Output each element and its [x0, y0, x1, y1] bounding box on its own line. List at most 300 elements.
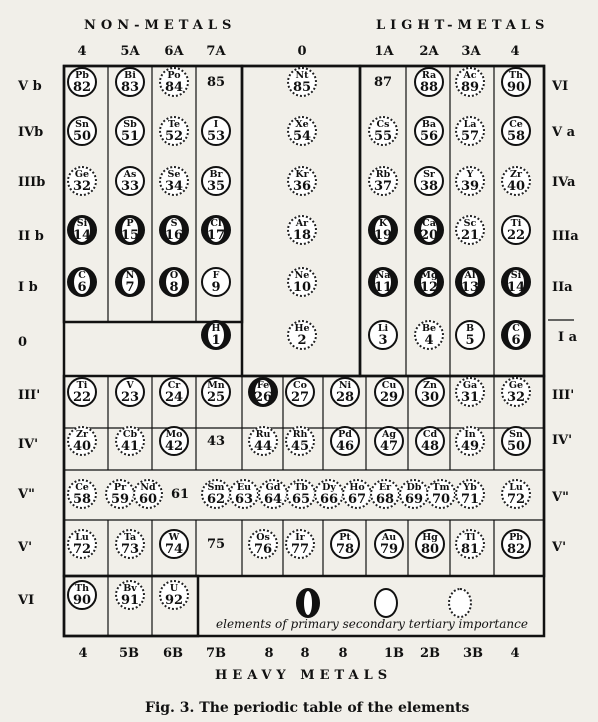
element-symbol: W [168, 531, 180, 543]
right-row-label: IIa [552, 280, 573, 295]
element-cell [501, 267, 531, 297]
top-col-label: 4 [77, 44, 87, 59]
element-cell [455, 215, 485, 245]
top-col-label: 0 [297, 44, 307, 59]
element-symbol: Hg [422, 531, 438, 543]
element-symbol: Eu [236, 481, 252, 493]
element-symbol: Db [406, 481, 422, 493]
element-cell [201, 377, 231, 407]
element-cell [285, 426, 315, 456]
right-row-label: IIIa [552, 229, 579, 244]
element-cell [67, 377, 97, 407]
bottom-col-label: 1B [383, 646, 405, 661]
element-symbol: Te [167, 118, 181, 130]
right-row-label: V' [552, 540, 567, 555]
element-cell [501, 116, 531, 146]
element-cell [501, 377, 531, 407]
element-cell [159, 215, 189, 245]
element-symbol: Sm [207, 481, 225, 493]
element-cell [248, 426, 278, 456]
element-symbol: Be [421, 322, 437, 334]
element-number: 36 [292, 178, 312, 194]
element-cell [67, 166, 97, 196]
element-symbol: C [78, 269, 86, 281]
element-symbol: Pd [338, 428, 352, 440]
element-number: 33 [120, 178, 140, 194]
element-number: 79 [379, 541, 399, 557]
left-row-label: IVb [18, 125, 44, 140]
element-symbol: Li [377, 322, 389, 334]
element-number: 49 [460, 438, 480, 454]
element-symbol: V [126, 379, 134, 391]
left-row-label: V' [18, 540, 33, 555]
element-cell [330, 529, 360, 559]
figure-caption: Fig. 3. The periodic table of the elements [145, 700, 470, 716]
element-cell [501, 215, 531, 245]
element-cell [287, 320, 317, 350]
element-number: 14 [72, 227, 92, 243]
element-symbol: La [463, 118, 477, 130]
element-number: 14 [506, 279, 526, 295]
element-symbol: Sn [75, 118, 89, 130]
element-symbol: Tb [294, 481, 308, 493]
element-cell [159, 580, 189, 610]
element-number: 22 [72, 389, 92, 405]
bottom-col-label: 5B [118, 646, 140, 661]
element-symbol: Tl [464, 531, 476, 543]
element-number: 32 [72, 178, 92, 194]
element-number: 31 [460, 389, 480, 405]
top-col-label: 7A [206, 44, 226, 59]
bottom-col-label: 6B [162, 646, 184, 661]
element-cell [501, 166, 531, 196]
element-cell [133, 479, 163, 509]
element-number: 58 [506, 128, 526, 144]
element-cell [368, 116, 398, 146]
element-symbol: Ge [508, 379, 524, 391]
element-cell [201, 267, 231, 297]
element-symbol: Sn [509, 428, 523, 440]
element-number: 56 [419, 128, 439, 144]
element-cell [368, 267, 398, 297]
element-symbol: Nt [295, 69, 309, 81]
element-cell [67, 215, 97, 245]
element-number: 8 [169, 279, 179, 295]
element-symbol: Ce [509, 118, 523, 130]
element-number: 20 [419, 227, 439, 243]
element-symbol: Ag [381, 428, 396, 440]
element-number: 10 [292, 279, 312, 295]
element-symbol: I [213, 118, 219, 130]
element-symbol: Mg [420, 269, 438, 281]
element-symbol: Ir [295, 531, 305, 543]
element-symbol: S [170, 217, 178, 229]
element-symbol: Br [209, 168, 223, 180]
element-symbol: Ac [463, 69, 477, 81]
element-number: 6 [511, 332, 521, 348]
element-cell [399, 479, 429, 509]
top-col-label: 3A [461, 44, 481, 59]
element-number: 2 [297, 332, 307, 348]
top-col-label: 5A [120, 44, 140, 59]
element-symbol: Xe [295, 118, 309, 130]
element-number: 68 [375, 491, 395, 507]
element-cell [414, 267, 444, 297]
element-number: 90 [72, 592, 92, 608]
element-number: 27 [290, 389, 310, 405]
element-cell [285, 377, 315, 407]
element-symbol: Er [378, 481, 392, 493]
element-number: 52 [164, 128, 184, 144]
element-symbol: Ba [421, 118, 437, 130]
element-number: 81 [460, 541, 480, 557]
element-cell [105, 479, 135, 509]
element-number: 37 [373, 178, 393, 194]
element-cell [115, 267, 145, 297]
element-cell [115, 580, 145, 610]
element-cell [159, 67, 189, 97]
element-cell [414, 166, 444, 196]
left-row-label: II b [18, 229, 44, 244]
element-symbol: Th [75, 582, 89, 594]
element-symbol: Gd [265, 481, 281, 493]
top-col-label: 1A [374, 44, 394, 59]
non-metals-header: NON-METALS [84, 18, 237, 33]
element-number: 35 [206, 178, 226, 194]
element-cell [165, 479, 195, 509]
element-symbol: Th [509, 69, 523, 81]
element-number: 15 [120, 227, 140, 243]
element-number: 44 [253, 438, 273, 454]
element-number: 83 [120, 79, 140, 95]
element-symbol: N [125, 269, 135, 281]
heavy-metals-header: HEAVY METALS [215, 668, 393, 683]
element-symbol: Zr [76, 428, 88, 440]
left-row-label: IIIb [18, 175, 46, 190]
element-symbol: Pb [75, 69, 89, 81]
element-number: 28 [335, 389, 355, 405]
element-cell [342, 479, 372, 509]
bottom-col-label: 4 [78, 646, 88, 661]
element-number: 66 [319, 491, 339, 507]
left-row-label: V b [18, 79, 42, 94]
element-cell [330, 377, 360, 407]
bottom-col-label: 8 [338, 646, 348, 661]
top-col-label: 4 [510, 44, 520, 59]
element-symbol: Ti [510, 217, 522, 229]
element-cell [67, 116, 97, 146]
element-cell [374, 426, 404, 456]
element-cell [501, 529, 531, 559]
element-number: 54 [292, 128, 312, 144]
element-number: 17 [206, 227, 226, 243]
element-symbol: Pt [339, 531, 351, 543]
element-number: 65 [291, 491, 311, 507]
bottom-col-label: 7B [205, 646, 227, 661]
element-symbol: Dy [322, 481, 336, 493]
element-symbol: Nd [140, 481, 156, 493]
element-cell [248, 529, 278, 559]
element-symbol: Au [381, 531, 397, 543]
element-symbol: Co [293, 379, 307, 391]
element-number: 63 [234, 491, 254, 507]
element-cell [368, 166, 398, 196]
element-number: 91 [120, 592, 140, 608]
element-cell [67, 580, 97, 610]
element-number: 26 [253, 389, 273, 405]
element-cell [501, 479, 531, 509]
element-cell [229, 479, 259, 509]
element-symbol: U [169, 582, 179, 594]
element-symbol: He [294, 322, 310, 334]
element-symbol: Cr [167, 379, 181, 391]
element-number: 24 [164, 389, 184, 405]
left-row-label: I b [18, 280, 38, 295]
element-cell [159, 529, 189, 559]
element-symbol: C [512, 322, 520, 334]
element-cell [115, 166, 145, 196]
element-cell [115, 215, 145, 245]
element-number: 18 [292, 227, 312, 243]
element-number: 59 [110, 491, 130, 507]
element-number: 25 [206, 389, 226, 405]
element-number: 50 [506, 438, 526, 454]
element-symbol: Fe [256, 379, 270, 391]
element-number: 77 [290, 541, 310, 557]
element-symbol: Zr [510, 168, 522, 180]
element-cell [115, 116, 145, 146]
element-number: 85 [206, 74, 226, 90]
element-number: 3 [378, 332, 388, 348]
element-number: 51 [120, 128, 140, 144]
element-cell [115, 529, 145, 559]
element-number: 13 [460, 279, 480, 295]
element-number: 4 [424, 332, 434, 348]
element-number: 61 [170, 486, 190, 502]
element-cell [287, 267, 317, 297]
top-col-label: 6A [164, 44, 184, 59]
element-cell [67, 479, 97, 509]
element-cell [67, 426, 97, 456]
element-symbol: Ga [462, 379, 478, 391]
element-cell [115, 426, 145, 456]
element-cell [285, 529, 315, 559]
element-symbol: Ta [123, 531, 137, 543]
element-symbol: Cb [122, 428, 138, 440]
element-number: 9 [211, 279, 221, 295]
element-number: 92 [164, 592, 184, 608]
element-cell [370, 479, 400, 509]
element-symbol: Lu [509, 481, 523, 493]
element-symbol: As [123, 168, 137, 180]
element-cell [455, 320, 485, 350]
element-number: 73 [120, 541, 140, 557]
element-number: 39 [460, 178, 480, 194]
element-number: 64 [263, 491, 283, 507]
element-number: 40 [72, 438, 92, 454]
element-cell [368, 67, 398, 97]
tertiary-importance-icon [448, 588, 472, 618]
element-symbol: Pb [509, 531, 523, 543]
element-number: 58 [72, 491, 92, 507]
element-cell [455, 67, 485, 97]
element-cell [159, 116, 189, 146]
element-number: 55 [373, 128, 393, 144]
element-number: 42 [164, 438, 184, 454]
element-symbol: Y [466, 168, 474, 180]
element-number: 38 [419, 178, 439, 194]
element-symbol: Pr [113, 481, 127, 493]
element-cell [415, 529, 445, 559]
element-cell [455, 426, 485, 456]
element-cell [67, 267, 97, 297]
element-cell [159, 166, 189, 196]
element-cell [67, 529, 97, 559]
primary-importance-icon [296, 588, 320, 618]
element-cell [287, 116, 317, 146]
element-number: 22 [506, 227, 526, 243]
element-symbol: Rh [292, 428, 308, 440]
bottom-col-label: 8 [300, 646, 310, 661]
element-cell [455, 529, 485, 559]
element-cell [455, 116, 485, 146]
element-cell [414, 215, 444, 245]
element-number: 67 [347, 491, 367, 507]
element-number: 46 [335, 438, 355, 454]
right-row-label: IVa [552, 175, 576, 190]
element-number: 7 [125, 279, 135, 295]
element-symbol: B [465, 322, 475, 334]
element-cell [314, 479, 344, 509]
element-number: 75 [206, 536, 226, 552]
element-symbol: Cd [422, 428, 438, 440]
element-cell [159, 426, 189, 456]
element-symbol: Cl [210, 217, 222, 229]
right-row-label: V" [552, 490, 569, 505]
element-number: 23 [120, 389, 140, 405]
element-symbol: Ge [74, 168, 90, 180]
element-symbol: Ho [349, 481, 365, 493]
right-row-label: VI [552, 79, 569, 94]
element-number: 72 [72, 541, 92, 557]
element-cell [374, 529, 404, 559]
element-number: 30 [420, 389, 440, 405]
element-symbol: Ne [294, 269, 310, 281]
element-symbol: Si [76, 217, 88, 229]
left-row-label: VI [18, 593, 35, 608]
element-number: 47 [379, 438, 399, 454]
element-cell [287, 67, 317, 97]
element-number: 43 [206, 433, 226, 449]
element-number: 1 [211, 332, 221, 348]
element-cell [201, 479, 231, 509]
element-symbol: Cu [381, 379, 397, 391]
element-number: 88 [419, 79, 439, 95]
element-symbol: Os [256, 531, 270, 543]
element-symbol: Sb [123, 118, 137, 130]
element-number: 82 [72, 79, 92, 95]
element-symbol: Yb [463, 481, 477, 493]
element-symbol: Zn [423, 379, 437, 391]
element-symbol: O [169, 269, 179, 281]
element-number: 21 [460, 227, 480, 243]
element-cell [286, 479, 316, 509]
element-symbol: Ti [76, 379, 88, 391]
element-number: 16 [164, 227, 184, 243]
element-symbol: Po [167, 69, 181, 81]
element-number: 82 [506, 541, 526, 557]
element-symbol: K [378, 217, 388, 229]
right-row-label: V a [552, 125, 576, 140]
element-number: 29 [379, 389, 399, 405]
element-number: 60 [138, 491, 158, 507]
element-number: 34 [164, 178, 184, 194]
left-row-label: V" [18, 487, 35, 502]
element-cell [201, 116, 231, 146]
element-number: 71 [460, 491, 480, 507]
element-symbol: Ce [75, 481, 89, 493]
element-cell [159, 377, 189, 407]
element-cell [414, 116, 444, 146]
bottom-col-label: 8 [264, 646, 274, 661]
element-cell [159, 267, 189, 297]
element-cell [455, 166, 485, 196]
element-cell [330, 426, 360, 456]
light-metals-header: LIGHT-METALS [376, 18, 550, 33]
element-number: 45 [290, 438, 310, 454]
element-number: 41 [120, 438, 140, 454]
element-symbol: Ca [422, 217, 436, 229]
element-number: 87 [373, 74, 393, 90]
element-number: 84 [164, 79, 184, 95]
element-cell [501, 426, 531, 456]
element-symbol: In [464, 428, 476, 440]
top-col-label: 2A [419, 44, 439, 59]
element-number: 5 [465, 332, 475, 348]
right-row-label: III' [552, 388, 575, 403]
element-cell [414, 67, 444, 97]
left-row-label: IV' [18, 437, 39, 452]
element-number: 89 [460, 79, 480, 95]
element-number: 19 [373, 227, 393, 243]
element-cell [501, 320, 531, 350]
secondary-importance-icon [374, 588, 398, 618]
element-symbol: Mo [165, 428, 183, 440]
element-cell [201, 426, 231, 456]
element-cell [258, 479, 288, 509]
element-symbol: H [211, 322, 221, 334]
element-number: 12 [419, 279, 439, 295]
element-number: 57 [460, 128, 480, 144]
element-number: 11 [373, 279, 393, 295]
element-number: 74 [164, 541, 184, 557]
element-number: 32 [506, 389, 526, 405]
element-number: 50 [72, 128, 92, 144]
element-number: 90 [506, 79, 526, 95]
element-number: 40 [506, 178, 526, 194]
element-symbol: Rb [375, 168, 391, 180]
element-cell [455, 377, 485, 407]
element-cell [455, 267, 485, 297]
element-cell [115, 67, 145, 97]
element-cell [455, 479, 485, 509]
bottom-col-label: 3B [462, 646, 484, 661]
element-cell [368, 320, 398, 350]
element-cell [201, 320, 231, 350]
element-number: 76 [253, 541, 273, 557]
element-cell [67, 67, 97, 97]
left-row-label: III' [18, 388, 41, 403]
